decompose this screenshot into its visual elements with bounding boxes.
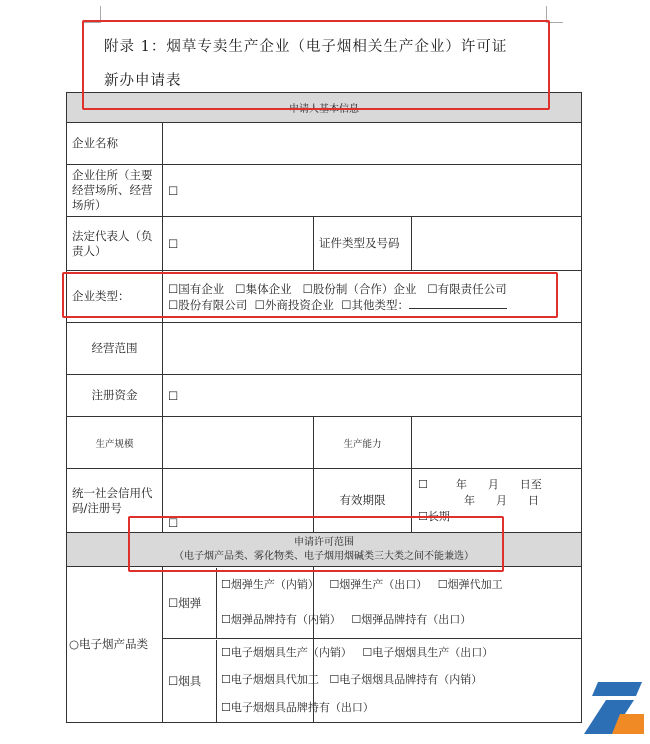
section-header-basic-info: 申请人基本信息 [67,93,582,123]
label-capacity: 生产能力 [314,417,412,469]
scope-title: 申请许可范围 [294,536,354,548]
checkbox[interactable]: ☐ [168,236,179,251]
label-credit-code: 统一社会信用代码/注册号 [67,469,163,533]
option-collective[interactable]: ☐集体企业 [235,281,292,296]
field-capacity[interactable] [412,417,582,469]
field-company-name[interactable] [163,123,582,165]
label-address: 企业住所（主要经营场所、经营场所） [67,165,163,217]
label-scale: 生产规模 [67,417,163,469]
label-capital: 注册资金 [67,375,163,417]
title-line-1: 附录 1：烟草专卖生产企业（电子烟相关生产企业）许可证 [104,39,508,55]
device-options [221,639,582,723]
option-device-brand-domestic[interactable]: ☐电子烟烟具品牌持有（内销） [329,673,483,687]
label-legal-rep: 法定代表人（负责人） [67,217,163,271]
option-cartridge-brand-export[interactable]: ☐烟弹品牌持有（出口） [351,613,472,626]
field-business-scope[interactable] [163,323,582,375]
field-id-type[interactable] [412,217,582,271]
scope-note: （电子烟产品类、雾化物类、电子烟用烟碱类三大类之间不能兼选） [174,550,474,562]
option-device-prod-export[interactable]: ☐电子烟烟具生产（出口） [362,646,494,660]
validity-end-date[interactable]: 年 月 日 [464,493,539,507]
field-scale[interactable] [163,417,314,469]
option-foreign-invested[interactable]: ☐外商投资企业 [254,297,334,312]
title-line-2: 新办申请表 [104,73,182,89]
label-company-name: 企业名称 [67,123,163,165]
option-cartridge-prod-export[interactable]: ☐烟弹生产（出口） [329,578,428,591]
label-validity: 有效期限 [314,469,412,533]
highlight-box-company-type [62,272,558,318]
option-long-term[interactable]: ☐长期 [418,509,450,523]
checkbox[interactable]: ☐ [168,388,179,403]
category-e-cig-products[interactable]: ○电子烟产品类 [67,567,163,723]
checkbox[interactable]: ☐ [168,183,179,198]
application-form-table [66,92,582,723]
validity-start-date[interactable]: ☐ 年 月 日至 [418,477,542,491]
field-capital[interactable] [163,375,582,417]
highlight-box-scope [128,516,504,572]
highlight-box-title [82,20,550,110]
option-cartridge-prod-domestic[interactable]: ☐烟弹生产（内销） [221,578,319,591]
option-cartridge-label[interactable]: ☐烟弹 [168,595,202,610]
watermark-logo-icon [584,678,644,738]
option-device-brand-export[interactable]: ☐电子烟烟具品牌持有（出口） [221,700,374,714]
option-cartridge-oem[interactable]: ☐烟弹代加工 [437,578,503,591]
option-joint-stock-coop[interactable]: ☐股份制（合作）企业 [302,281,417,296]
option-device-prod-domestic[interactable]: ☐电子烟烟具生产（内销） [221,646,352,660]
field-address[interactable] [163,165,582,217]
option-device-label[interactable]: ☐烟具 [168,673,202,688]
option-other-type[interactable]: ☐其他类型： [341,297,410,312]
option-state-owned[interactable]: ☐国有企业 [168,281,225,296]
label-id-type: 证件类型及号码 [314,217,412,271]
option-stock-company[interactable]: ☐股份有限公司 [168,297,248,312]
cartridge-options [221,567,582,639]
label-company-type: 企业类型： [67,271,163,323]
option-limited-liability[interactable]: ☐有限责任公司 [427,281,507,296]
field-legal-rep[interactable] [163,217,314,271]
label-business-scope: 经营范围 [67,323,163,375]
option-cartridge-brand-domestic[interactable]: ☐烟弹品牌持有（内销） [221,613,341,626]
option-device-oem[interactable]: ☐电子烟烟具代加工 [221,673,319,687]
checkbox[interactable]: ☐ [168,516,179,530]
